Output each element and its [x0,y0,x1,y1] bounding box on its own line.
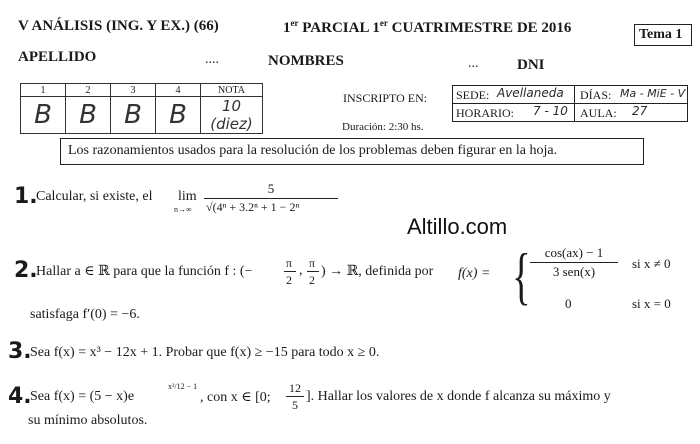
problem-1-denominator: √(4ⁿ + 3.2ⁿ + 1 − 2ⁿ [206,200,300,214]
notice-text: Los razonamientos usados para la resolución de los problemas deben figurar en la hoja. [68,143,558,158]
problem-2-two-2: 2 [309,273,315,287]
problem-4-text-d: su mínimo absolutos. [28,413,148,428]
watermark: Altillo.com [407,214,508,239]
aula-label: AULA: [580,106,617,120]
registration-divider-h [452,103,688,104]
problem-2-case2-val: 0 [565,296,572,311]
problem-2-brace: { [512,240,531,311]
inscripto-label: INSCRIPTO EN: [343,91,428,105]
problem-2-text-b: ) → ℝ, definida por [321,264,434,279]
problem-4-frac-bar [286,396,304,397]
problem-4-text-c: ]. Hallar los valores de x donde f alcanza su máximo y [306,389,611,404]
problem-4-text-a: Sea f(x) = (5 − x)e [30,389,135,404]
aula-value: 27 [632,104,648,118]
problem-2-case1-den: 3 sen(x) [552,264,596,279]
grade-value: B [66,97,111,134]
problem-4-frac-den: 5 [292,398,298,412]
registration-divider-v [574,85,575,122]
problem-1-number: 1. [14,184,38,209]
problem-2-case2-cond: si x = 0 [632,296,671,311]
problem-2-comma: , [299,263,303,278]
apellido-dots: .... [205,52,219,67]
grade-nota-value: 10 (diez) [201,97,263,134]
dni-label: DNI [517,57,545,73]
grade-value: B [156,97,201,134]
grade-value: B [111,97,156,134]
grade-header: 2 [66,84,111,97]
tema-label: Tema 1 [639,27,683,42]
problem-2-frac-bar-2 [307,271,319,272]
problem-4-text-b: , con x ∈ [0; [200,390,271,405]
horario-value: 7 - 10 [533,104,568,118]
problem-2-text-a: Hallar a ∈ ℝ para que la función f : (− [36,264,253,279]
dias-value: Ma - MiE - V [620,87,686,100]
problem-2-case1-cond: si x ≠ 0 [632,256,671,271]
problem-2-number: 2. [14,258,38,283]
grade-header-nota: NOTA [201,84,263,97]
problem-4-exponent: x²/12 − 1 [168,382,198,391]
dias-label: DÍAS: [580,88,612,102]
grade-header: 1 [21,84,66,97]
apellido-label: APELLIDO [18,49,97,65]
problem-1-lim-sub: n→∞ [174,205,192,214]
problem-2-two-1: 2 [286,273,292,287]
grade-value: B [21,97,66,134]
problem-2-fx: f(x) = [458,266,491,281]
exam-title: 1er PARCIAL 1er CUATRIMESTRE DE 2016 [283,18,572,36]
grade-header: 3 [111,84,156,97]
nombres-label: NOMBRES [268,53,344,69]
problem-2-case1-num: cos(ax) − 1 [544,245,604,260]
duracion: Duración: 2:30 hs. [342,121,424,133]
problem-4-number: 4. [8,384,32,409]
problem-1-fraction-bar [204,198,338,199]
sede-value: Avellaneda [497,86,564,100]
horario-label: HORARIO: [456,106,515,120]
problem-3-text: Sea f(x) = x³ − 12x + 1. Probar que f(x) ≥ −15 para todo x ≥ 0. [30,345,380,360]
problem-3-number: 3. [8,339,32,364]
sede-label: SEDE: [456,88,490,102]
problem-1-lim: lim [178,189,197,204]
nombres-dots: ... [468,56,479,71]
problem-1-numerator: 5 [267,181,275,196]
problem-2-pi-2: π [309,256,316,270]
problem-2-frac-bar-1 [284,271,296,272]
grade-header: 4 [156,84,201,97]
problem-2-text-c: satisfaga f′(0) = −6. [30,307,140,322]
course-title: V ANÁLISIS (ING. Y EX.) (66) [18,18,219,34]
problem-4-frac-num: 12 [289,381,301,395]
problem-1-text: Calcular, si existe, el [36,189,153,204]
problem-2-case1-bar [530,262,618,263]
grades-table [20,83,263,134]
problem-2-pi-1: π [286,256,293,270]
